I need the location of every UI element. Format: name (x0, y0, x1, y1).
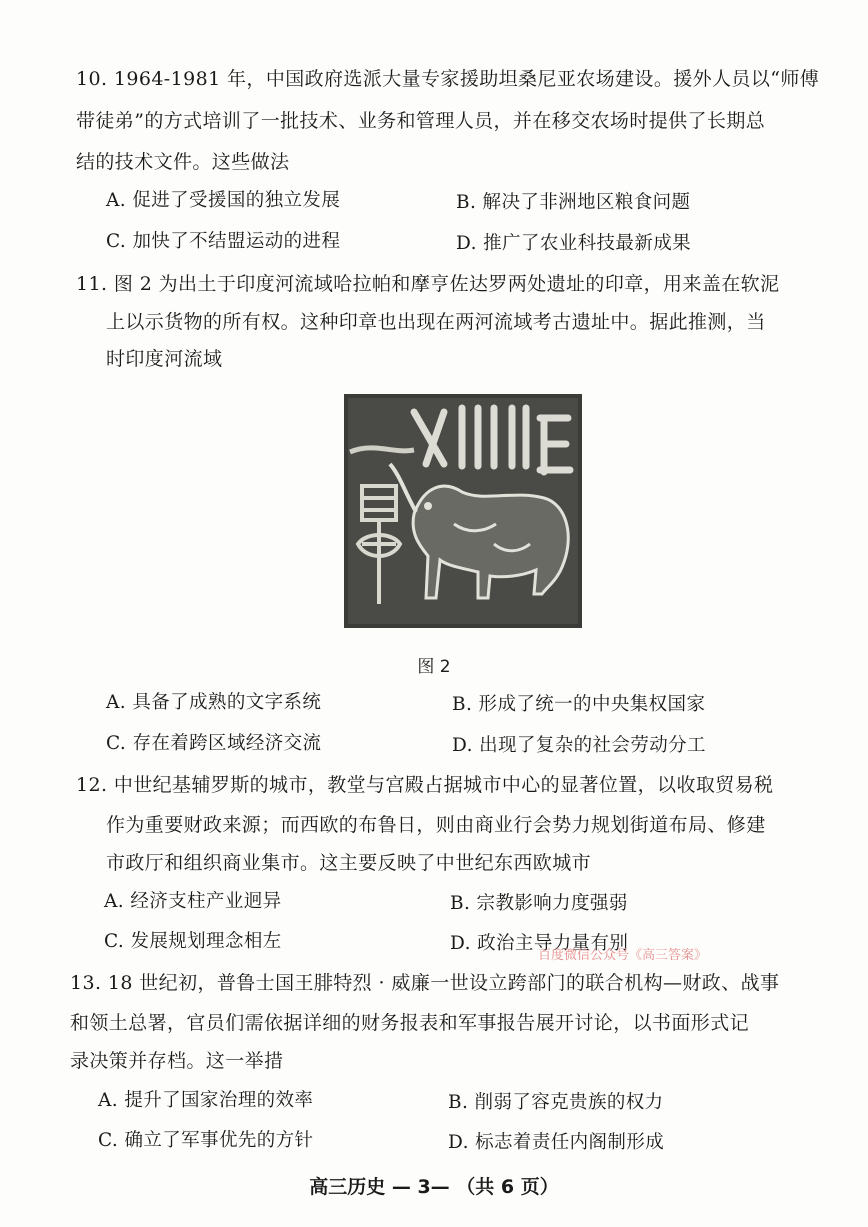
q13-line-3: 录决策并存档。这一举措 (70, 1050, 284, 1072)
q11-line-1: 11. 图 2 为出土于印度河流域哈拉帕和摩亨佐达罗两处遗址的印章，用来盖在软泥 (76, 273, 780, 295)
q10-line-2: 带徒弟”的方式培训了一批技术、业务和管理人员，并在移交农场时提供了长期总 (76, 110, 766, 132)
q11-option-a: A. 具备了成熟的文字系统 (106, 692, 322, 713)
q10-option-a: A. 促进了受援国的独立发展 (106, 190, 341, 211)
q13-option-c: C. 确立了军事优先的方针 (98, 1130, 314, 1151)
q13-line-1: 13. 18 世纪初，普鲁士国王腓特烈 · 威廉一世设立跨部门的联合机构—财政、战事 (70, 972, 780, 994)
q12-line-2: 作为重要财政来源；而西欧的布鲁日，则由商业行会势力规划街道布局、修建 (106, 814, 766, 836)
q10-line-3: 结的技术文件。这些做法 (76, 151, 290, 173)
q12-line-3: 市政厅和组织商业集市。这主要反映了中世纪东西欧城市 (106, 852, 592, 874)
watermark-text: 百度微信公众号《高三答案》 (538, 948, 708, 963)
q12-line-1: 12. 中世纪基辅罗斯的城市，教堂与宫殿占据城市中心的显著位置，以收取贸易税 (76, 774, 774, 796)
q10-option-c: C. 加快了不结盟运动的进程 (106, 231, 341, 252)
q12-option-d: D. 政治主导力量有别 (450, 933, 629, 954)
q11-line-2: 上以示货物的所有权。这种印章也出现在两河流域考古遗址中。据此推测，当 (106, 311, 766, 333)
q11-line-3: 时印度河流域 (106, 348, 223, 370)
q10-option-d: D. 推广了农业科技最新成果 (456, 233, 692, 254)
q13-option-a: A. 提升了国家治理的效率 (98, 1090, 314, 1111)
figure-caption: 图 2 (417, 657, 451, 677)
indus-seal-figure (344, 394, 582, 628)
q10-option-b: B. 解决了非洲地区粮食问题 (456, 192, 691, 213)
q12-option-b: B. 宗教影响力度强弱 (450, 893, 628, 914)
q11-option-b: B. 形成了统一的中央集权国家 (452, 694, 706, 715)
q10-line-1: 10. 1964-1981 年，中国政府选派大量专家援助坦桑尼亚农场建设。援外人员以“师傅 (76, 68, 820, 90)
q13-option-d: D. 标志着责任内阁制形成 (448, 1132, 665, 1153)
q11-option-c: C. 存在着跨区域经济交流 (106, 733, 322, 754)
q11-option-d: D. 出现了复杂的社会劳动分工 (452, 735, 706, 756)
page-footer: 高三历史 — 3— （共 6 页） (309, 1176, 559, 1198)
q12-option-a: A. 经济支柱产业迥异 (104, 891, 282, 912)
q13-line-2: 和领土总署，官员们需依据详细的财务报表和军事报告展开讨论，以书面形式记 (70, 1012, 750, 1034)
q12-option-c: C. 发展规划理念相左 (104, 931, 282, 952)
q13-option-b: B. 削弱了容克贵族的权力 (448, 1092, 664, 1113)
